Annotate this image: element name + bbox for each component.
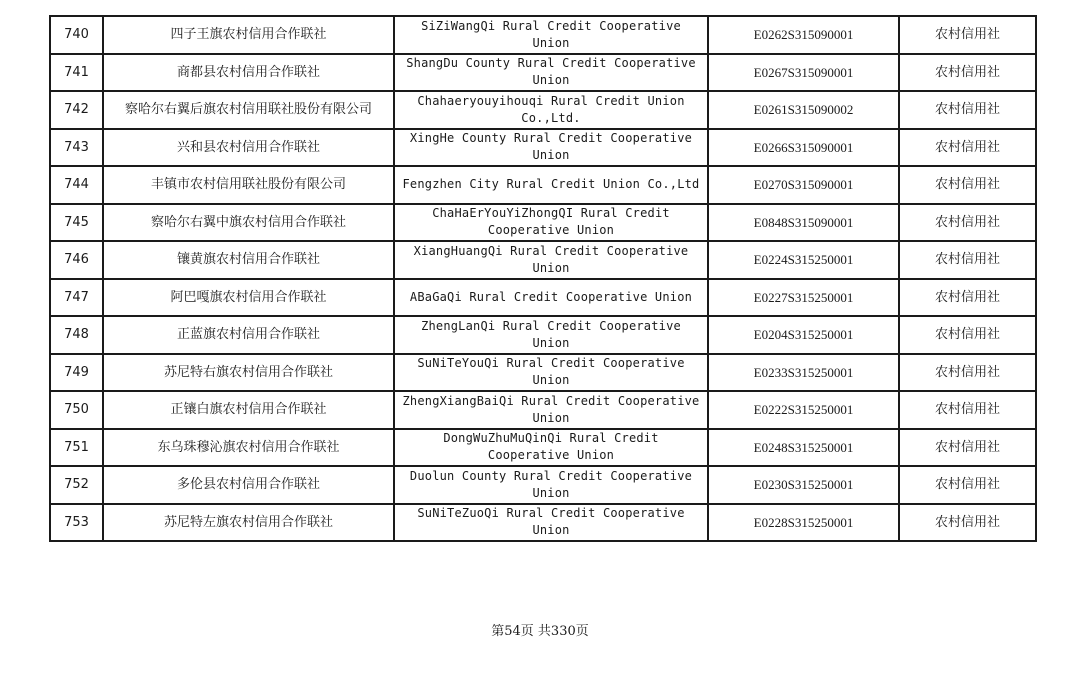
institution-name-cn: 多伦县农村信用合作联社 bbox=[103, 466, 394, 504]
table-row bbox=[50, 204, 1036, 242]
institution-name-en: Fengzhen City Rural Credit Union Co.,Ltd bbox=[394, 166, 708, 204]
institution-type: 农村信用社 bbox=[899, 279, 1036, 317]
table-row bbox=[50, 316, 1036, 354]
row-number: 751 bbox=[50, 429, 103, 467]
institution-type: 农村信用社 bbox=[899, 466, 1036, 504]
institution-type: 农村信用社 bbox=[899, 204, 1036, 242]
institution-name-cn: 兴和县农村信用合作联社 bbox=[103, 129, 394, 167]
institution-type: 农村信用社 bbox=[899, 129, 1036, 167]
table-row bbox=[50, 166, 1036, 204]
institution-name-en: ChaHaErYouYiZhongQI Rural Credit Cooperative Union bbox=[394, 204, 708, 242]
institution-code: E0224S315250001 bbox=[708, 241, 899, 279]
institution-code: E0261S315090002 bbox=[708, 91, 899, 129]
institution-name-en: ZhengXiangBaiQi Rural Credit Cooperative Union bbox=[394, 391, 708, 429]
institution-name-cn: 镶黄旗农村信用合作联社 bbox=[103, 241, 394, 279]
institution-code: E0848S315090001 bbox=[708, 204, 899, 242]
table-row bbox=[50, 91, 1036, 129]
institution-name-en: DongWuZhuMuQinQi Rural Credit Cooperative Union bbox=[394, 429, 708, 467]
institution-name-en: SuNiTeYouQi Rural Credit Cooperative Union bbox=[394, 354, 708, 392]
table-row bbox=[50, 16, 1036, 54]
institution-type: 农村信用社 bbox=[899, 91, 1036, 129]
table-row bbox=[50, 429, 1036, 467]
row-number: 750 bbox=[50, 391, 103, 429]
institution-name-en: ShangDu County Rural Credit Cooperative Union bbox=[394, 54, 708, 92]
institution-code: E0233S315250001 bbox=[708, 354, 899, 392]
institution-type: 农村信用社 bbox=[899, 504, 1036, 542]
institution-name-cn: 正镶白旗农村信用合作联社 bbox=[103, 391, 394, 429]
institution-code: E0248S315250001 bbox=[708, 429, 899, 467]
institution-name-cn: 苏尼特左旗农村信用合作联社 bbox=[103, 504, 394, 542]
institution-name-cn: 苏尼特右旗农村信用合作联社 bbox=[103, 354, 394, 392]
institution-code: E0222S315250001 bbox=[708, 391, 899, 429]
institution-name-cn: 阿巴嘎旗农村信用合作联社 bbox=[103, 279, 394, 317]
institution-type: 农村信用社 bbox=[899, 241, 1036, 279]
institution-code: E0230S315250001 bbox=[708, 466, 899, 504]
institution-name-en: SiZiWangQi Rural Credit Cooperative Union bbox=[394, 16, 708, 54]
row-number: 749 bbox=[50, 354, 103, 392]
row-number: 741 bbox=[50, 54, 103, 92]
table-row bbox=[50, 354, 1036, 392]
row-number: 747 bbox=[50, 279, 103, 317]
institution-type: 农村信用社 bbox=[899, 429, 1036, 467]
table-row bbox=[50, 391, 1036, 429]
institution-type: 农村信用社 bbox=[899, 166, 1036, 204]
page-number: 第54页 共330页 bbox=[491, 624, 589, 639]
institution-name-cn: 商都县农村信用合作联社 bbox=[103, 54, 394, 92]
institution-name-cn: 东乌珠穆沁旗农村信用合作联社 bbox=[103, 429, 394, 467]
institution-name-en: Duolun County Rural Credit Cooperative Union bbox=[394, 466, 708, 504]
institution-type: 农村信用社 bbox=[899, 354, 1036, 392]
institution-code: E0270S315090001 bbox=[708, 166, 899, 204]
institution-code: E0267S315090001 bbox=[708, 54, 899, 92]
institution-code: E0204S315250001 bbox=[708, 316, 899, 354]
row-number: 743 bbox=[50, 129, 103, 167]
institution-code: E0262S315090001 bbox=[708, 16, 899, 54]
table-row bbox=[50, 241, 1036, 279]
row-number: 740 bbox=[50, 16, 103, 54]
institution-name-en: XiangHuangQi Rural Credit Cooperative Union bbox=[394, 241, 708, 279]
institution-name-cn: 察哈尔右翼中旗农村信用合作联社 bbox=[103, 204, 394, 242]
institution-type: 农村信用社 bbox=[899, 16, 1036, 54]
institution-name-en: SuNiTeZuoQi Rural Credit Cooperative Union bbox=[394, 504, 708, 542]
table-body bbox=[50, 16, 1036, 541]
institution-name-en: Chahaeryouyihouqi Rural Credit Union Co.,Ltd. bbox=[394, 91, 708, 129]
row-number: 753 bbox=[50, 504, 103, 542]
row-number: 748 bbox=[50, 316, 103, 354]
institution-name-cn: 丰镇市农村信用联社股份有限公司 bbox=[103, 166, 394, 204]
institution-name-cn: 正蓝旗农村信用合作联社 bbox=[103, 316, 394, 354]
table-row bbox=[50, 54, 1036, 92]
row-number: 746 bbox=[50, 241, 103, 279]
institution-name-en: ZhengLanQi Rural Credit Cooperative Union bbox=[394, 316, 708, 354]
institution-type: 农村信用社 bbox=[899, 54, 1036, 92]
table-row bbox=[50, 129, 1036, 167]
table-row bbox=[50, 279, 1036, 317]
institution-code: E0266S315090001 bbox=[708, 129, 899, 167]
institution-name-cn: 察哈尔右翼后旗农村信用联社股份有限公司 bbox=[103, 91, 394, 129]
institution-name-en: ABaGaQi Rural Credit Cooperative Union bbox=[394, 279, 708, 317]
institution-code: E0228S315250001 bbox=[708, 504, 899, 542]
table-row bbox=[50, 466, 1036, 504]
row-number: 742 bbox=[50, 91, 103, 129]
row-number: 752 bbox=[50, 466, 103, 504]
institution-code: E0227S315250001 bbox=[708, 279, 899, 317]
institution-type: 农村信用社 bbox=[899, 316, 1036, 354]
institution-name-cn: 四子王旗农村信用合作联社 bbox=[103, 16, 394, 54]
table-row bbox=[50, 504, 1036, 542]
institution-table bbox=[49, 15, 1037, 542]
row-number: 744 bbox=[50, 166, 103, 204]
institution-type: 农村信用社 bbox=[899, 391, 1036, 429]
institution-name-en: XingHe County Rural Credit Cooperative Union bbox=[394, 129, 708, 167]
row-number: 745 bbox=[50, 204, 103, 242]
